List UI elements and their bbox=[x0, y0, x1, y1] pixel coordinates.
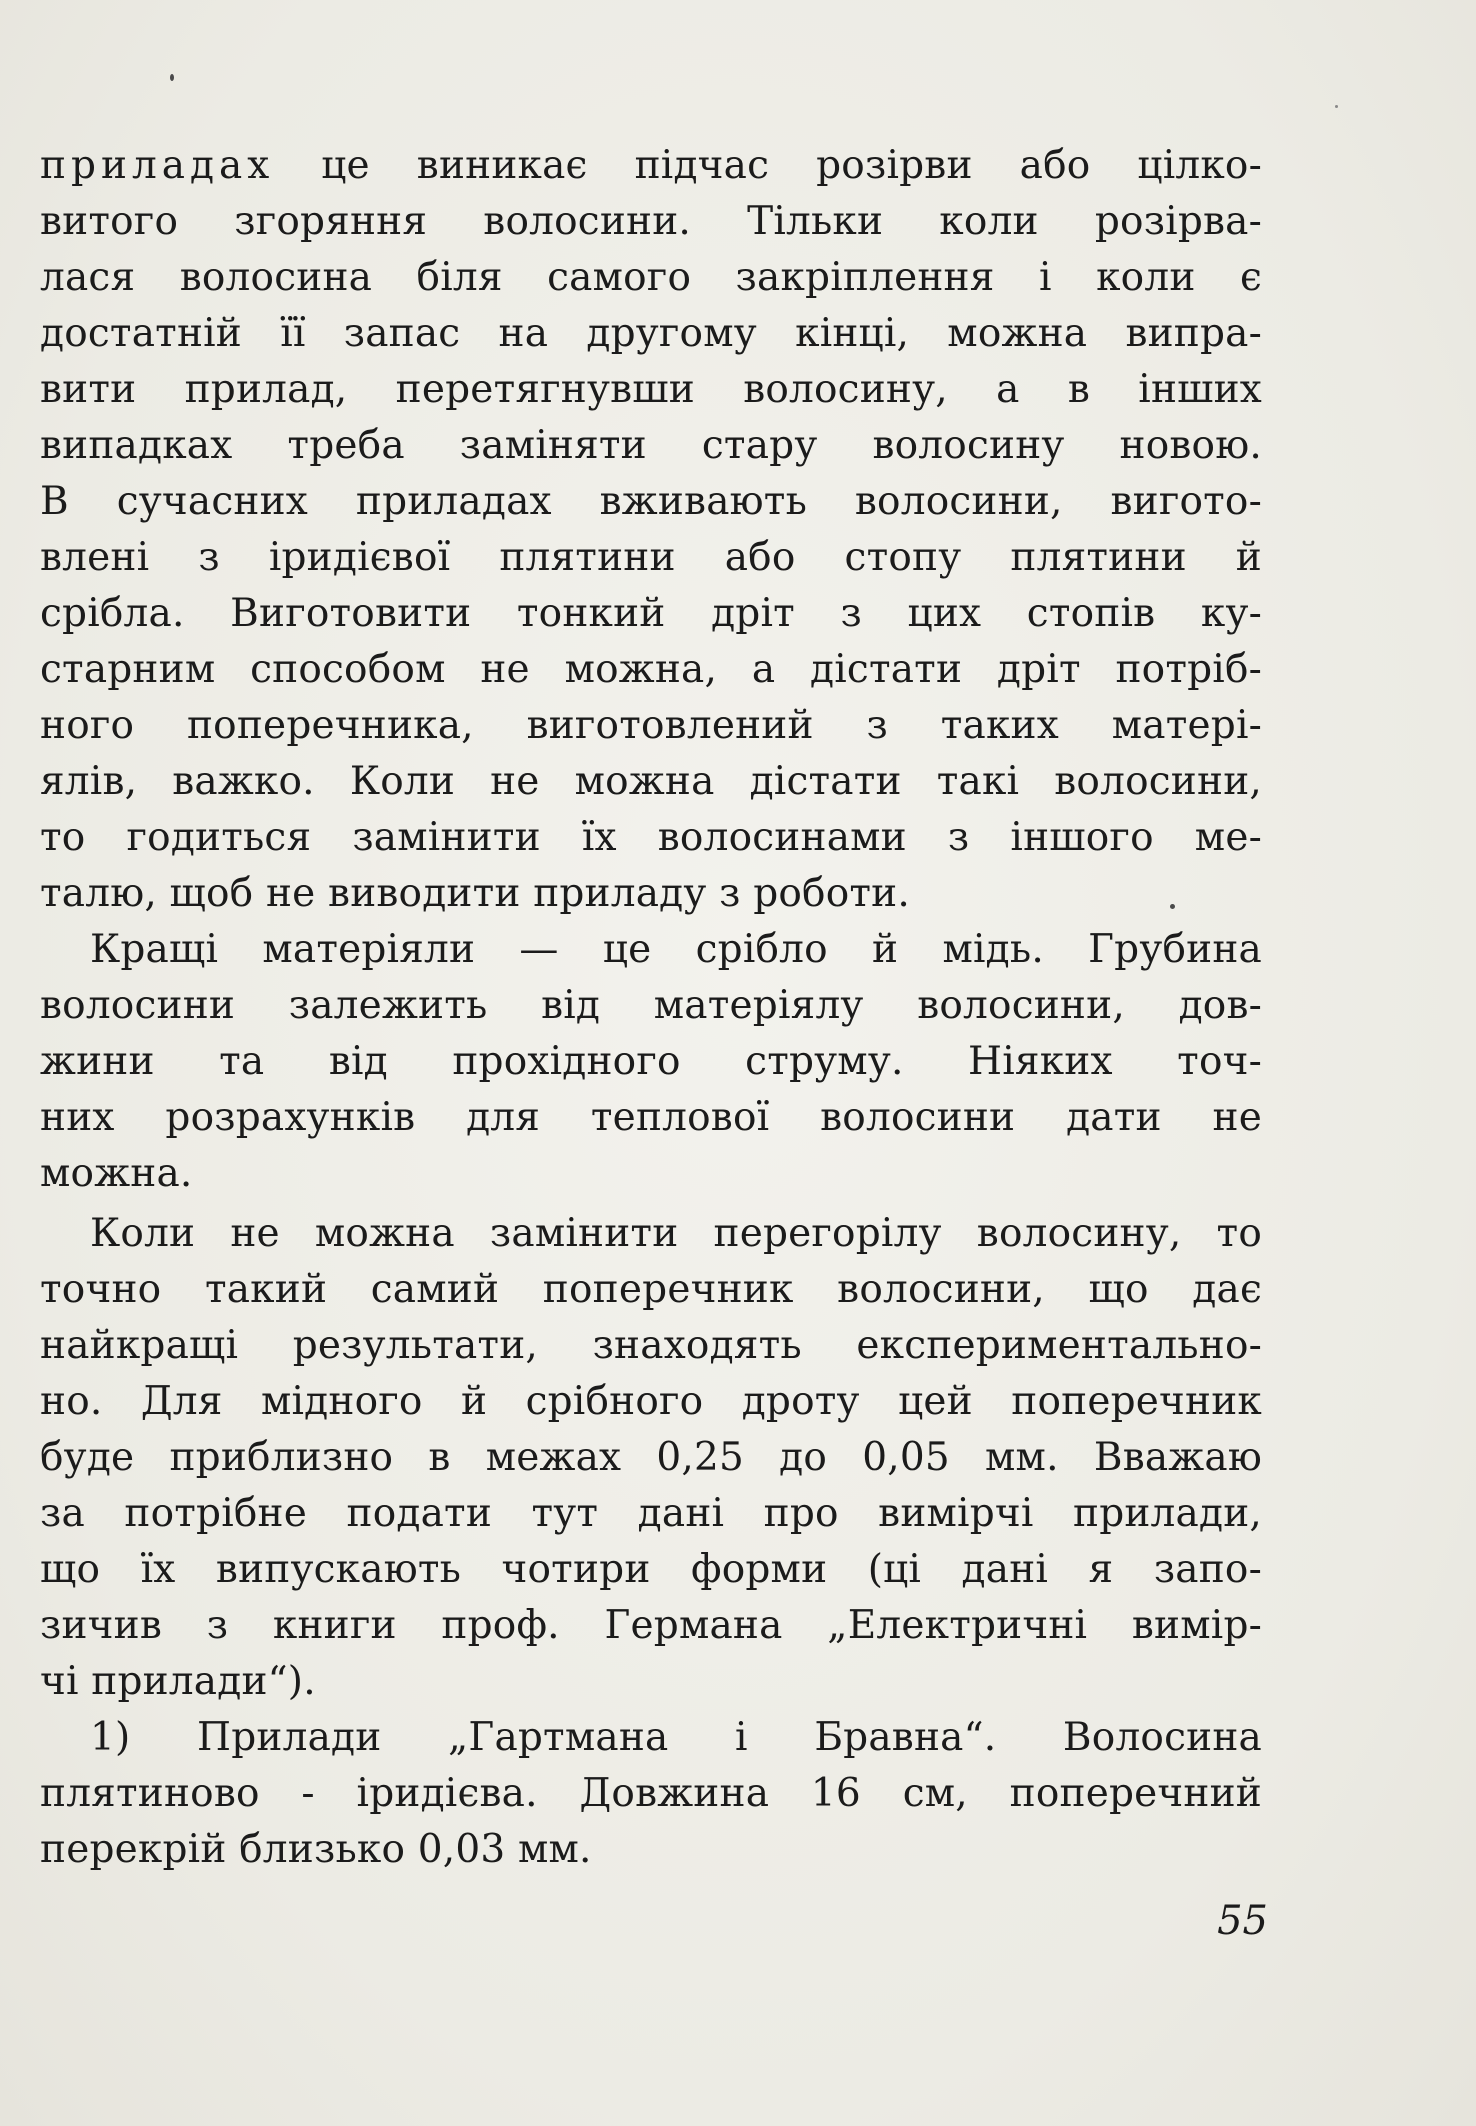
text-line: Кращі матеріяли — це срібло й мідь. Грубина bbox=[90, 927, 1262, 972]
text-line: достатній її запас на другому кінці, можна випра- bbox=[40, 311, 1262, 356]
text-line: за потрібне подати тут дані про вимірчі прилади, bbox=[40, 1491, 1262, 1536]
text-line: ного поперечника, виготовлений з таких матері- bbox=[40, 703, 1262, 748]
page-number: 55 bbox=[1217, 1898, 1268, 1944]
text-line: срібла. Виготовити тонкий дріт з цих стопів ку- bbox=[40, 591, 1262, 636]
text-line: що їх випускають чотири форми (ці дані я запо- bbox=[40, 1547, 1262, 1592]
text-line: випадках треба заміняти стару волосину новою. bbox=[40, 423, 1262, 468]
text-line: но. Для мідного й срібного дроту цей поперечник bbox=[40, 1379, 1262, 1424]
text-line: витого згоряння волосини. Тільки коли розірва- bbox=[40, 199, 1262, 244]
text-line: приладах це виникає підчас розірви або цілко- bbox=[40, 143, 1262, 188]
text-line: волосини залежить від матеріялу волосини, дов- bbox=[40, 983, 1262, 1028]
text-line: них розрахунків для теплової волосини дати не bbox=[40, 1095, 1262, 1140]
emphasized-word: приладах bbox=[40, 143, 275, 188]
text-line: вити прилад, перетягнувши волосину, а в інших bbox=[40, 367, 1262, 412]
print-speck bbox=[1335, 105, 1338, 108]
text-line: перекрій близько 0,03 мм. bbox=[40, 1827, 592, 1872]
body-text bbox=[40, 138, 1262, 1878]
text-line: точно такий самий поперечник волосини, що дає bbox=[40, 1267, 1262, 1312]
text-line: найкращі результати, знаходять експериментально- bbox=[40, 1323, 1262, 1368]
text-line: Коли не можна замінити перегорілу волосину, то bbox=[90, 1211, 1262, 1256]
text-line: лася волосина біля самого закріплення і коли є bbox=[40, 255, 1262, 300]
text-line: влені з іридієвої плятини або стопу плятини й bbox=[40, 535, 1262, 580]
text-line: 1) Прилади „Гартмана і Бравна“. Волосина bbox=[90, 1715, 1262, 1760]
text-line: зичив з книги проф. Германа „Електричні вимір- bbox=[40, 1603, 1262, 1648]
print-speck bbox=[170, 74, 174, 81]
text-line: то годиться замінити їх волосинами з іншого ме- bbox=[40, 815, 1262, 860]
text-line: буде приблизно в межах 0,25 до 0,05 мм. Вважаю bbox=[40, 1435, 1262, 1480]
text-line: жини та від прохідного струму. Ніяких точ- bbox=[40, 1039, 1262, 1084]
text-line: плятиново - іридієва. Довжина 16 см, поперечний bbox=[40, 1771, 1262, 1816]
text-line: талю, щоб не виводити приладу з роботи. bbox=[40, 871, 910, 916]
text-line: можна. bbox=[40, 1151, 193, 1196]
text-line: В сучасних приладах вживають волосини, вигото- bbox=[40, 479, 1262, 524]
print-speck bbox=[1170, 904, 1175, 909]
text-line: чі прилади“). bbox=[40, 1659, 316, 1704]
text-line: ялів, важко. Коли не можна дістати такі волосини, bbox=[40, 759, 1262, 804]
text-line: старним способом не можна, а дістати дріт потріб- bbox=[40, 647, 1262, 692]
